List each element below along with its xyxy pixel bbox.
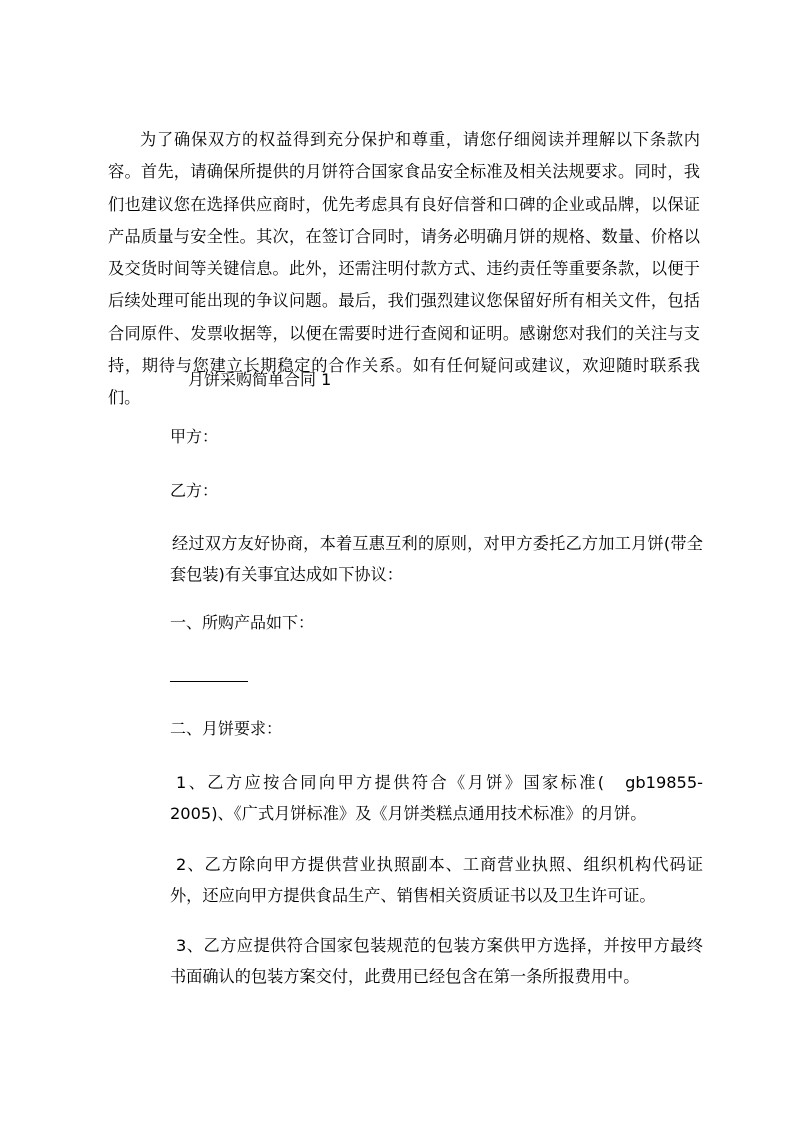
section2-heading: 二、月饼要求：: [170, 719, 283, 738]
party-a-label: 甲方：: [170, 427, 219, 446]
contract-title: 月饼采购简单合同 1: [188, 370, 332, 389]
preamble-paragraph: 经过双方友好协商，本着互惠互利的原则，对甲方委托乙方加工月饼(带全套包装)有关事宜达成如下协议：: [170, 534, 703, 584]
clause-3: 3、乙方应提供符合国家包装规范的包装方案供甲方选择，并按甲方最终书面确认的包装方案交付，此费用已经包含在第一条所报费用中。: [170, 936, 703, 986]
blank-fill-line: [170, 681, 248, 682]
party-b-label: 乙方：: [170, 481, 219, 500]
section1-heading: 一、所购产品如下：: [170, 613, 315, 632]
clause-1: 1、乙方应按合同向甲方提供符合《月饼》国家标准( gb19855-2005)、《广式月饼标准》及《月饼类糕点通用技术标准》的月饼。: [170, 773, 703, 823]
intro-paragraph: 为了确保双方的权益得到充分保护和尊重，请您仔细阅读并理解以下条款内容。首先，请确保所提供的月饼符合国家食品安全标准及相关法规要求。同时，我们也建议您在选择供应商时，优先考虑具有良好信誉和口碑的企业或品牌，以保证产品质量与安全性。其次，在签订合同时，请务必明确月饼的规格、数量、价格以及交货时间等关键信息。此外，还需注明付款方式、违约责任等重要条款，以便于后续处理可能出现的争议问题。最后，我们强烈建议您保留好所有相关文件，包括合同原件、发票收据等，以便在需要时进行查阅和证明。感谢您对我们的关注与支持，期待与您建立长期稳定的合作关系。如有任何疑问或建议，欢迎随时联系我们。: [108, 130, 700, 408]
clause-2: 2、乙方除向甲方提供营业执照副本、工商营业执照、组织机构代码证外，还应向甲方提供食品生产、销售相关资质证书以及卫生许可证。: [170, 855, 703, 905]
